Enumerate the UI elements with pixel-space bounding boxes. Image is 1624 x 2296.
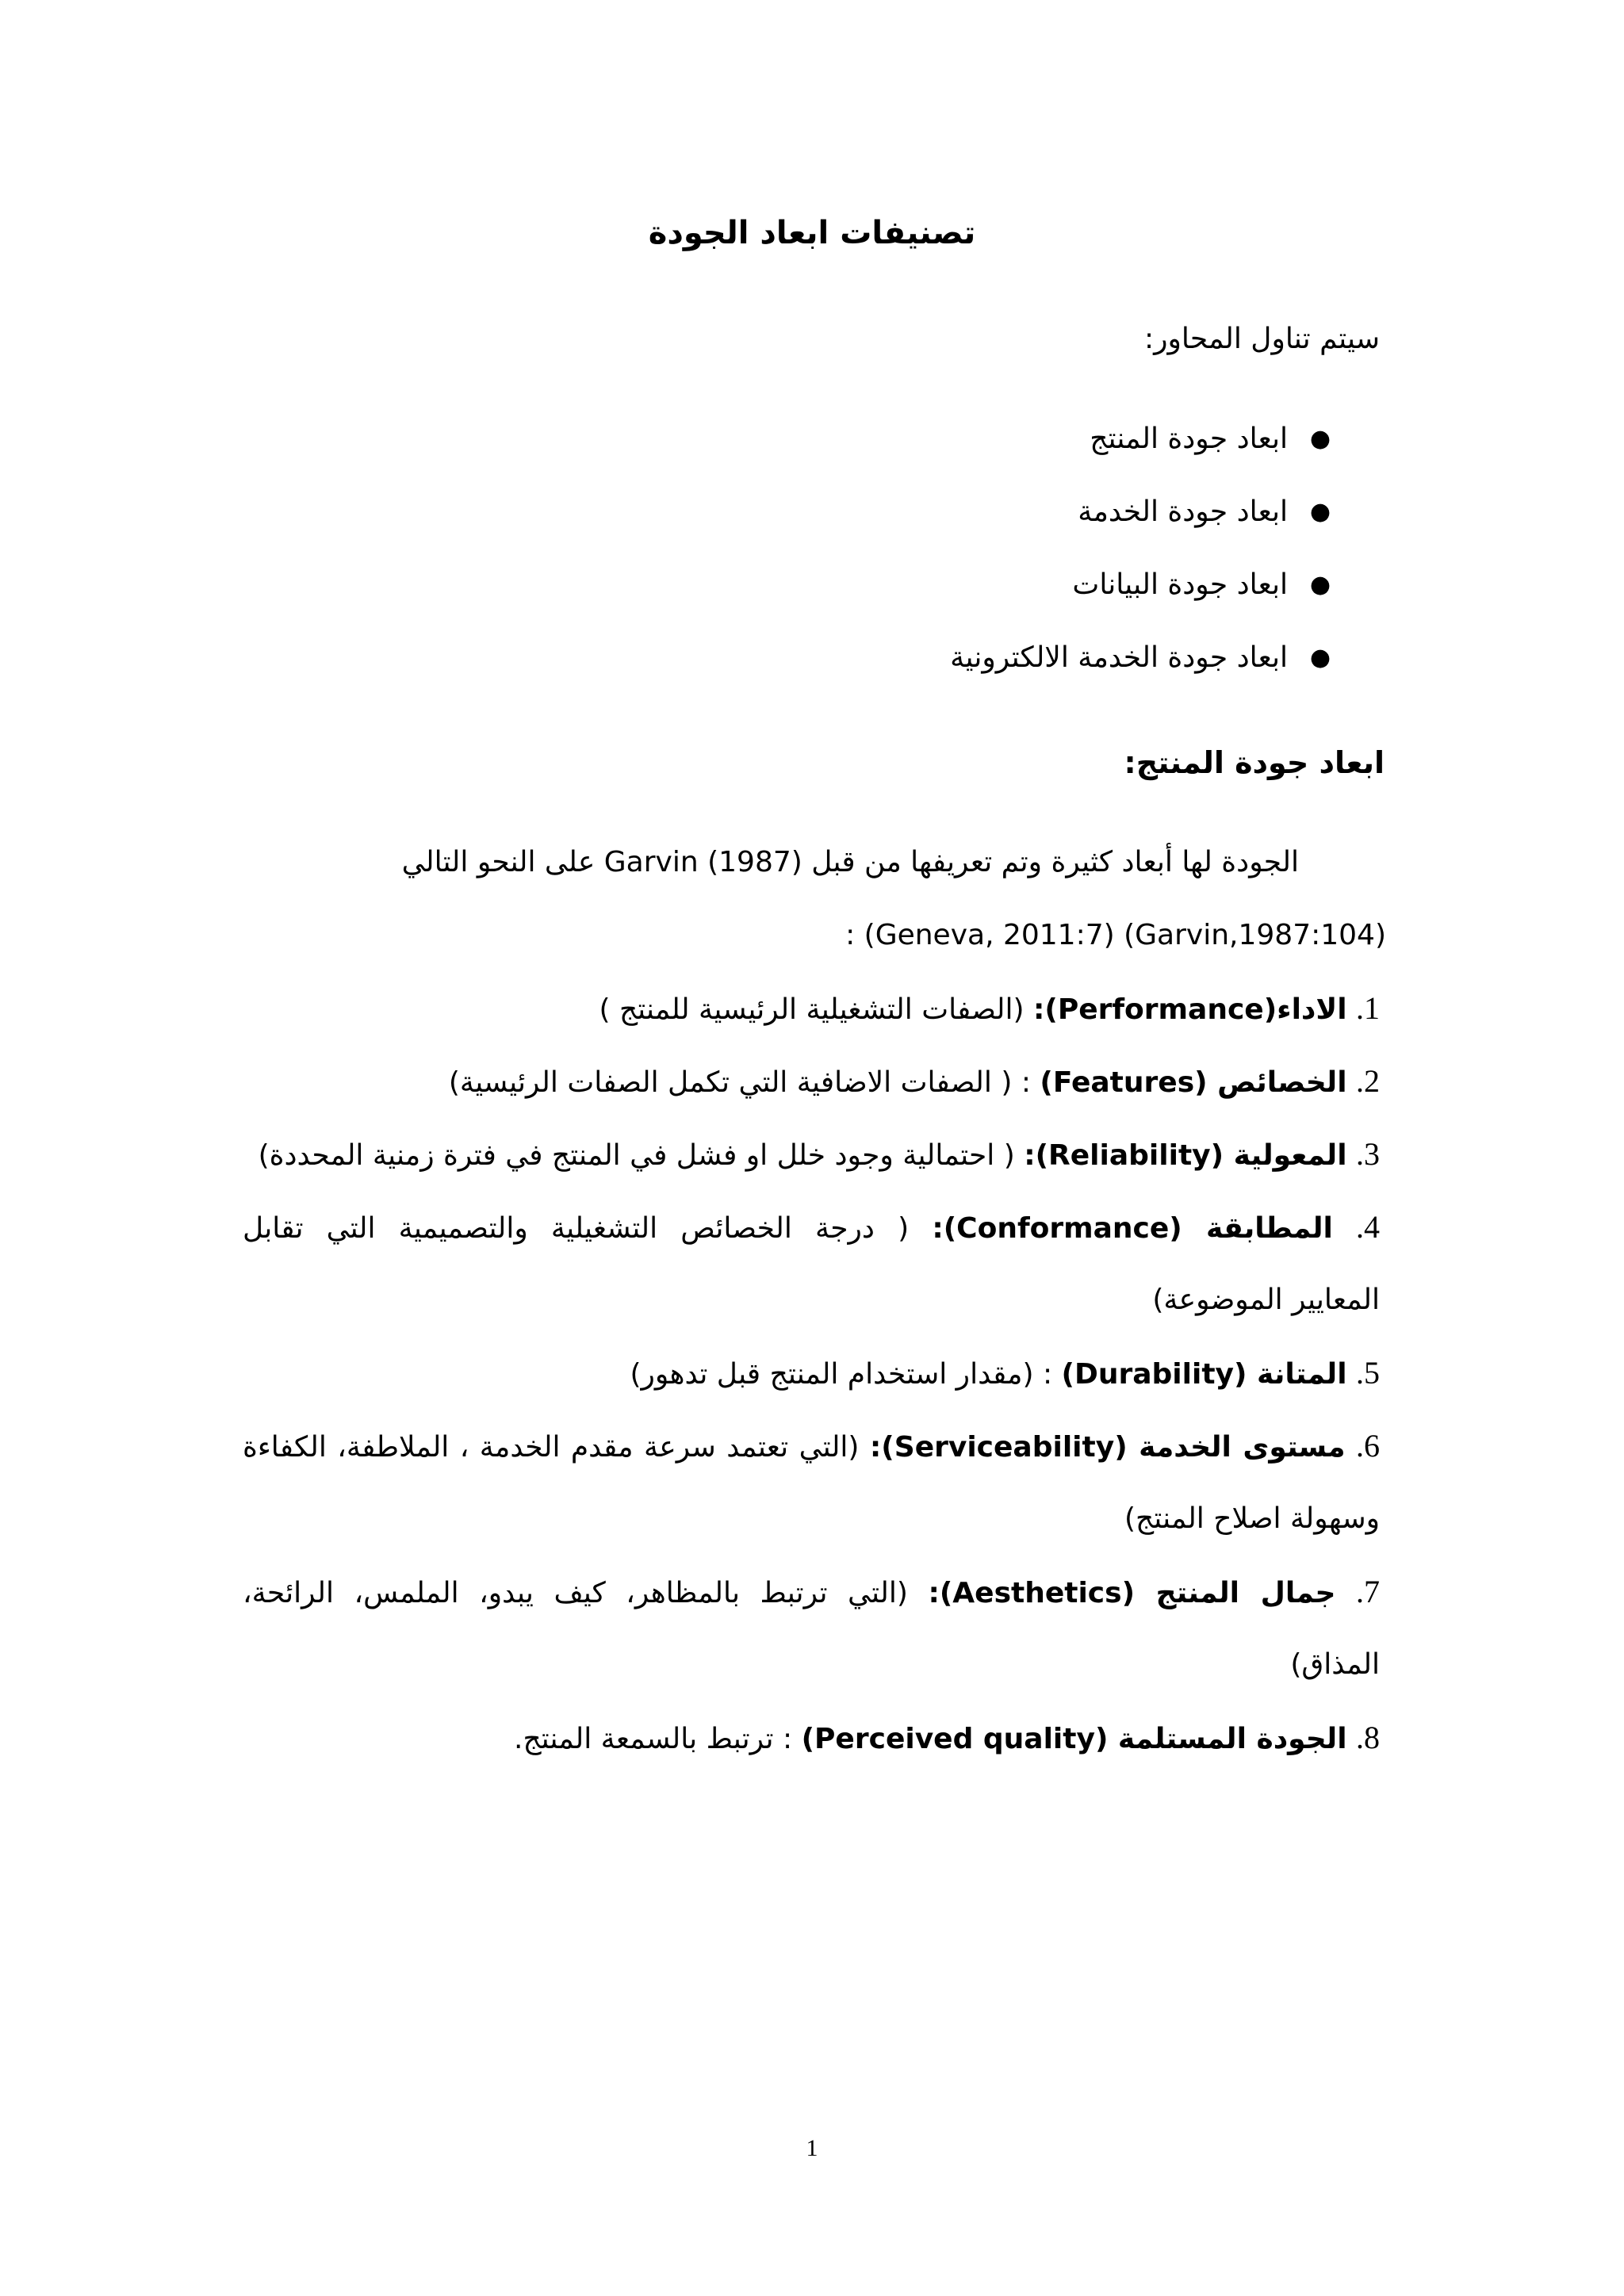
- item-description: ( درجة الخصائص التشغيلية والتصميمية التي تقابل: [243, 1212, 933, 1245]
- item-term: المعولية (Reliability):: [1024, 1139, 1347, 1172]
- item-continuation: وسهولة اصلاح المنتج): [1124, 1502, 1380, 1535]
- list-item-text: ابعاد جودة البيانات: [1072, 568, 1288, 601]
- item-number: 5.: [1356, 1355, 1380, 1391]
- list-item-text: ابعاد جودة المنتج: [1090, 423, 1288, 455]
- item-term: الجودة المستلمة (Perceived quality): [801, 1723, 1347, 1755]
- item-number: 2.: [1356, 1063, 1380, 1099]
- item-description: : (مقدار استخدام المنتج قبل تدهور): [630, 1358, 1062, 1391]
- item-number: 8.: [1356, 1720, 1380, 1755]
- dimension-item: [630, 1349, 1380, 1399]
- item-number: 4.: [1356, 1209, 1381, 1245]
- paragraph-line: الجودة لها أبعاد كثيرة وتم تعريفها من قبل Garvin (1987) على النحو التالي: [401, 846, 1299, 878]
- dimension-item: [243, 1422, 1380, 1471]
- item-description: (الصفات التشغيلية الرئيسية للمنتج ): [599, 993, 1033, 1026]
- item-description: : ترتبط بالسمعة المنتج.: [514, 1723, 802, 1755]
- item-term: الخصائص (Features): [1040, 1066, 1347, 1099]
- item-description: (التي ترتبط بالمظاهر، كيف يبدو، الملمس، الرائحة،: [243, 1577, 929, 1609]
- dimension-item: [243, 1568, 1380, 1617]
- item-term: مستوى الخدمة (Serviceability):: [869, 1431, 1346, 1464]
- item-continuation: المذاق): [1290, 1648, 1380, 1681]
- item-continuation: المعايير الموضوعة): [1152, 1284, 1380, 1316]
- item-term: الاداء(Performance):: [1032, 993, 1347, 1026]
- item-number: 6.: [1356, 1428, 1381, 1464]
- item-number: 1.: [1356, 990, 1380, 1026]
- bullet-icon: ●: [1309, 425, 1331, 453]
- dimension-item: [259, 1131, 1380, 1180]
- intro-text: سيتم تناول المحاور:: [1143, 323, 1380, 355]
- list-item: [950, 634, 1331, 682]
- dimension-item: [449, 1058, 1380, 1107]
- page-number: 1: [806, 2135, 818, 2161]
- bullet-icon: ●: [1309, 498, 1331, 526]
- paragraph-citation: (Garvin,1987:104) (Geneva, 2011:7) :: [845, 919, 1386, 951]
- bullet-icon: ●: [1309, 571, 1331, 599]
- dimension-item: [243, 1203, 1380, 1253]
- axes-list: [950, 415, 1331, 707]
- item-number: 3.: [1356, 1136, 1380, 1172]
- item-description: (التي تعتمد سرعة مقدم الخدمة ، الملاطفة، الكفاءة: [243, 1431, 870, 1464]
- section-heading: ابعاد جودة المنتج:: [1124, 745, 1385, 780]
- bullet-icon: ●: [1309, 644, 1331, 672]
- item-term: المطابقة (Conformance):: [932, 1212, 1333, 1245]
- item-number: 7.: [1356, 1574, 1380, 1609]
- list-item: [950, 561, 1331, 609]
- list-item: [950, 488, 1331, 536]
- dimension-item: [599, 985, 1380, 1034]
- list-item-text: ابعاد جودة الخدمة: [1078, 496, 1288, 528]
- list-item-text: ابعاد جودة الخدمة الالكترونية: [950, 641, 1288, 674]
- list-item: [950, 415, 1331, 463]
- page-title: تصنيفات ابعاد الجودة: [648, 215, 976, 251]
- dimension-item: [514, 1714, 1380, 1763]
- item-term: جمال المنتج (Aesthetics):: [928, 1577, 1336, 1609]
- item-description: : ( الصفات الاضافية التي تكمل الصفات الرئيسية): [448, 1066, 1040, 1099]
- item-term: المتانة (Durability): [1061, 1358, 1347, 1391]
- item-description: ( احتمالية وجود خلل او فشل في المنتج في فترة زمنية المحددة): [258, 1139, 1025, 1172]
